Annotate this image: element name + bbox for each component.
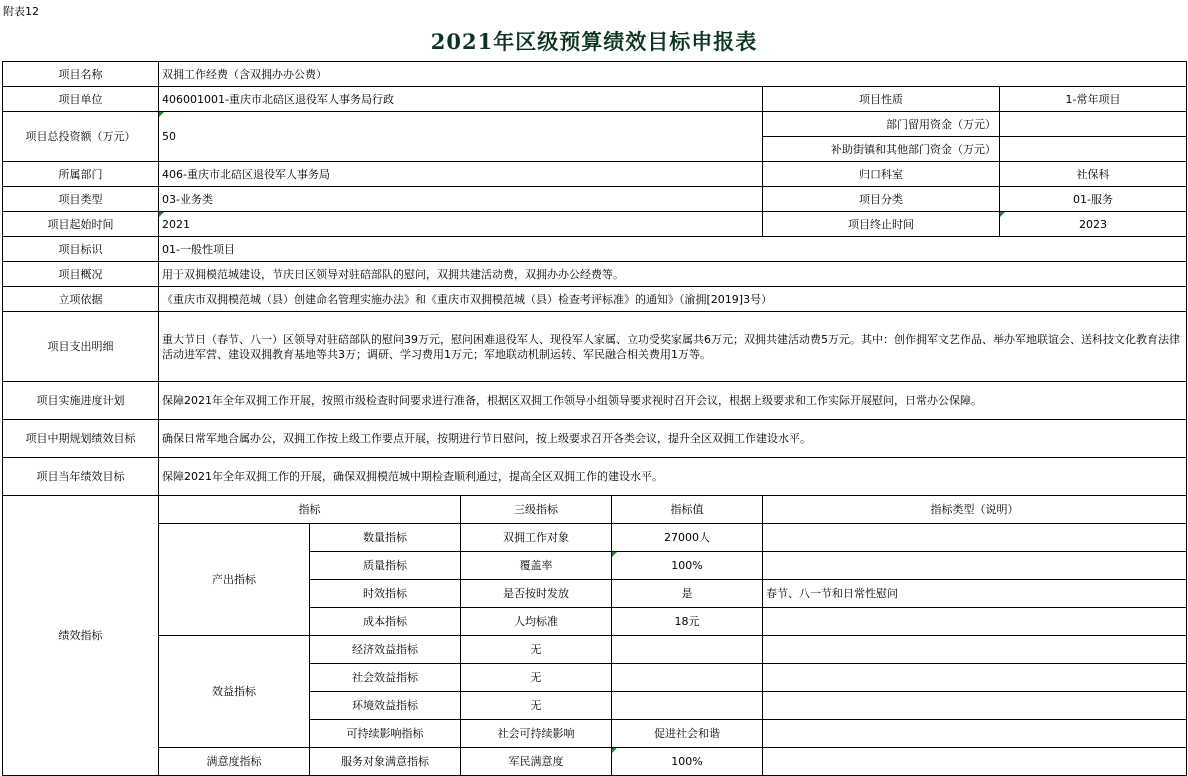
end-label: 项目终止时间 (763, 212, 1000, 237)
dept-reserved-label: 部门留用资金（万元） (763, 112, 1000, 137)
table-row (3, 524, 1187, 552)
value-cell[interactable]: 27000人 (612, 524, 763, 552)
row-overview (3, 262, 1187, 287)
level2-cell: 数量指标 (310, 524, 461, 552)
nature-label: 项目性质 (763, 87, 1000, 112)
note-cell[interactable] (763, 748, 1187, 776)
unit-label: 项目单位 (3, 87, 159, 112)
row-expense (3, 312, 1187, 382)
note-cell[interactable] (763, 720, 1187, 748)
value-cell[interactable]: 100% (612, 748, 763, 776)
value-cell[interactable] (612, 692, 763, 720)
level2-cell: 环境效益指标 (310, 692, 461, 720)
end-value[interactable]: 2023 (1000, 212, 1187, 237)
header-value: 指标值 (612, 496, 763, 524)
value-cell[interactable]: 100% (612, 552, 763, 580)
dept-reserved-value[interactable] (1000, 112, 1187, 137)
expense-value[interactable]: 重大节日（春节、八一）区领导对驻碚部队的慰问39万元，慰问困难退役军人、现役军人家属、立功受奖家属共6万元；双拥共建活动费5万元。其中：创作拥军文艺作品、举办军地联谊会、送科技文化教育法律活动进军营、建设双拥教育基地等共3万；调研、学习费用1万元；军地联动机制运转、军民融合相关费用1万等。 (159, 312, 1187, 382)
row-mark (3, 237, 1187, 262)
category-label: 项目分类 (763, 187, 1000, 212)
unit-value[interactable]: 406001001-重庆市北碚区退役军人事务局行政 (159, 87, 763, 112)
note-cell[interactable]: 春节、八一节和日常性慰问 (763, 580, 1187, 608)
group-output-label: 产出指标 (159, 524, 310, 636)
row-department (3, 162, 1187, 187)
perf-section-label: 绩效指标 (3, 496, 159, 776)
level3-cell[interactable]: 人均标准 (461, 608, 612, 636)
value-cell[interactable] (612, 664, 763, 692)
overview-label: 项目概况 (3, 262, 159, 287)
level3-cell[interactable]: 双拥工作对象 (461, 524, 612, 552)
project-name-value[interactable]: 双拥工作经费（含双拥办办公费） (159, 62, 1187, 87)
type-label: 项目类型 (3, 187, 159, 212)
row-project-name (3, 62, 1187, 87)
level2-cell: 质量指标 (310, 552, 461, 580)
row-midterm (3, 420, 1187, 458)
annual-value[interactable]: 保障2021年全年双拥工作的开展，确保双拥模范城中期检查顺利通过，提高全区双拥工作的建设水平。 (159, 458, 1187, 496)
row-type (3, 187, 1187, 212)
type-value[interactable]: 03-业务类 (159, 187, 763, 212)
annual-label: 项目当年绩效目标 (3, 458, 159, 496)
subsidy-label: 补助街镇和其他部门资金（万元） (763, 137, 1000, 162)
value-cell[interactable]: 促进社会和谐 (612, 720, 763, 748)
note-cell[interactable] (763, 692, 1187, 720)
header-level3: 三级指标 (461, 496, 612, 524)
office-label: 归口科室 (763, 162, 1000, 187)
level2-cell: 社会效益指标 (310, 664, 461, 692)
expense-label: 项目支出明细 (3, 312, 159, 382)
value-cell[interactable]: 是 (612, 580, 763, 608)
header-type-note: 指标类型（说明） (763, 496, 1187, 524)
overview-value[interactable]: 用于双拥模范城建设，节庆日区领导对驻碚部队的慰问，双拥共建活动费，双拥办办公经费等。 (159, 262, 1187, 287)
value-cell[interactable] (612, 636, 763, 664)
basis-label: 立项依据 (3, 287, 159, 312)
note-cell[interactable] (763, 552, 1187, 580)
mark-label: 项目标识 (3, 237, 159, 262)
page-title: 2021年区级预算绩效目标申报表 (430, 29, 758, 54)
department-label: 所属部门 (3, 162, 159, 187)
budget-form-table (2, 61, 1187, 776)
level3-cell[interactable]: 军民满意度 (461, 748, 612, 776)
mark-value[interactable]: 01-一般性项目 (159, 237, 1187, 262)
header-indicator: 指标 (159, 496, 461, 524)
row-investment (3, 112, 1187, 137)
project-name-label: 项目名称 (3, 62, 159, 87)
level2-cell: 成本指标 (310, 608, 461, 636)
note-cell[interactable] (763, 664, 1187, 692)
row-annual (3, 458, 1187, 496)
note-cell[interactable] (763, 636, 1187, 664)
level3-cell[interactable]: 社会可持续影响 (461, 720, 612, 748)
level2-cell: 经济效益指标 (310, 636, 461, 664)
progress-value[interactable]: 保障2021年全年双拥工作开展，按照市级检查时间要求进行准备，根据区双拥工作领导小组领导要求视时召开会议，根据上级要求和工作实际开展慰问，日常办公保障。 (159, 382, 1187, 420)
row-basis (3, 287, 1187, 312)
level2-cell: 可持续影响指标 (310, 720, 461, 748)
note-cell[interactable] (763, 524, 1187, 552)
start-value[interactable]: 2021 (159, 212, 763, 237)
value-cell[interactable]: 18元 (612, 608, 763, 636)
table-row (3, 748, 1187, 776)
table-row (3, 636, 1187, 664)
note-cell[interactable] (763, 608, 1187, 636)
department-value[interactable]: 406-重庆市北碚区退役军人事务局 (159, 162, 763, 187)
level3-cell[interactable]: 无 (461, 692, 612, 720)
attachment-label: 附表12 (3, 5, 39, 18)
row-time (3, 212, 1187, 237)
office-value[interactable]: 社保科 (1000, 162, 1187, 187)
category-value[interactable]: 01-服务 (1000, 187, 1187, 212)
level2-cell: 时效指标 (310, 580, 461, 608)
perf-header-row (3, 496, 1187, 524)
investment-label: 项目总投资额（万元） (3, 112, 159, 162)
subsidy-value[interactable] (1000, 137, 1187, 162)
row-project-unit (3, 87, 1187, 112)
level2-cell: 服务对象满意指标 (310, 748, 461, 776)
group-satisfaction-label: 满意度指标 (159, 748, 310, 776)
start-label: 项目起始时间 (3, 212, 159, 237)
group-benefit-label: 效益指标 (159, 636, 310, 748)
basis-value[interactable]: 《重庆市双拥模范城（县）创建命名管理实施办法》和《重庆市双拥模范城（县）检查考评标准》的通知》（渝拥[2019]3号） (159, 287, 1187, 312)
nature-value[interactable]: 1-常年项目 (1000, 87, 1187, 112)
level3-cell[interactable]: 无 (461, 664, 612, 692)
midterm-value[interactable]: 确保日常军地合属办公，双拥工作按上级工作要点开展，按期进行节日慰问，按上级要求召开各类会议，提升全区双拥工作建设水平。 (159, 420, 1187, 458)
progress-label: 项目实施进度计划 (3, 382, 159, 420)
investment-value[interactable]: 50 (159, 112, 763, 162)
midterm-label: 项目中期规划绩效目标 (3, 420, 159, 458)
level3-cell[interactable]: 覆盖率 (461, 552, 612, 580)
row-progress (3, 382, 1187, 420)
level3-cell[interactable]: 是否按时发放 (461, 580, 612, 608)
level3-cell[interactable]: 无 (461, 636, 612, 664)
